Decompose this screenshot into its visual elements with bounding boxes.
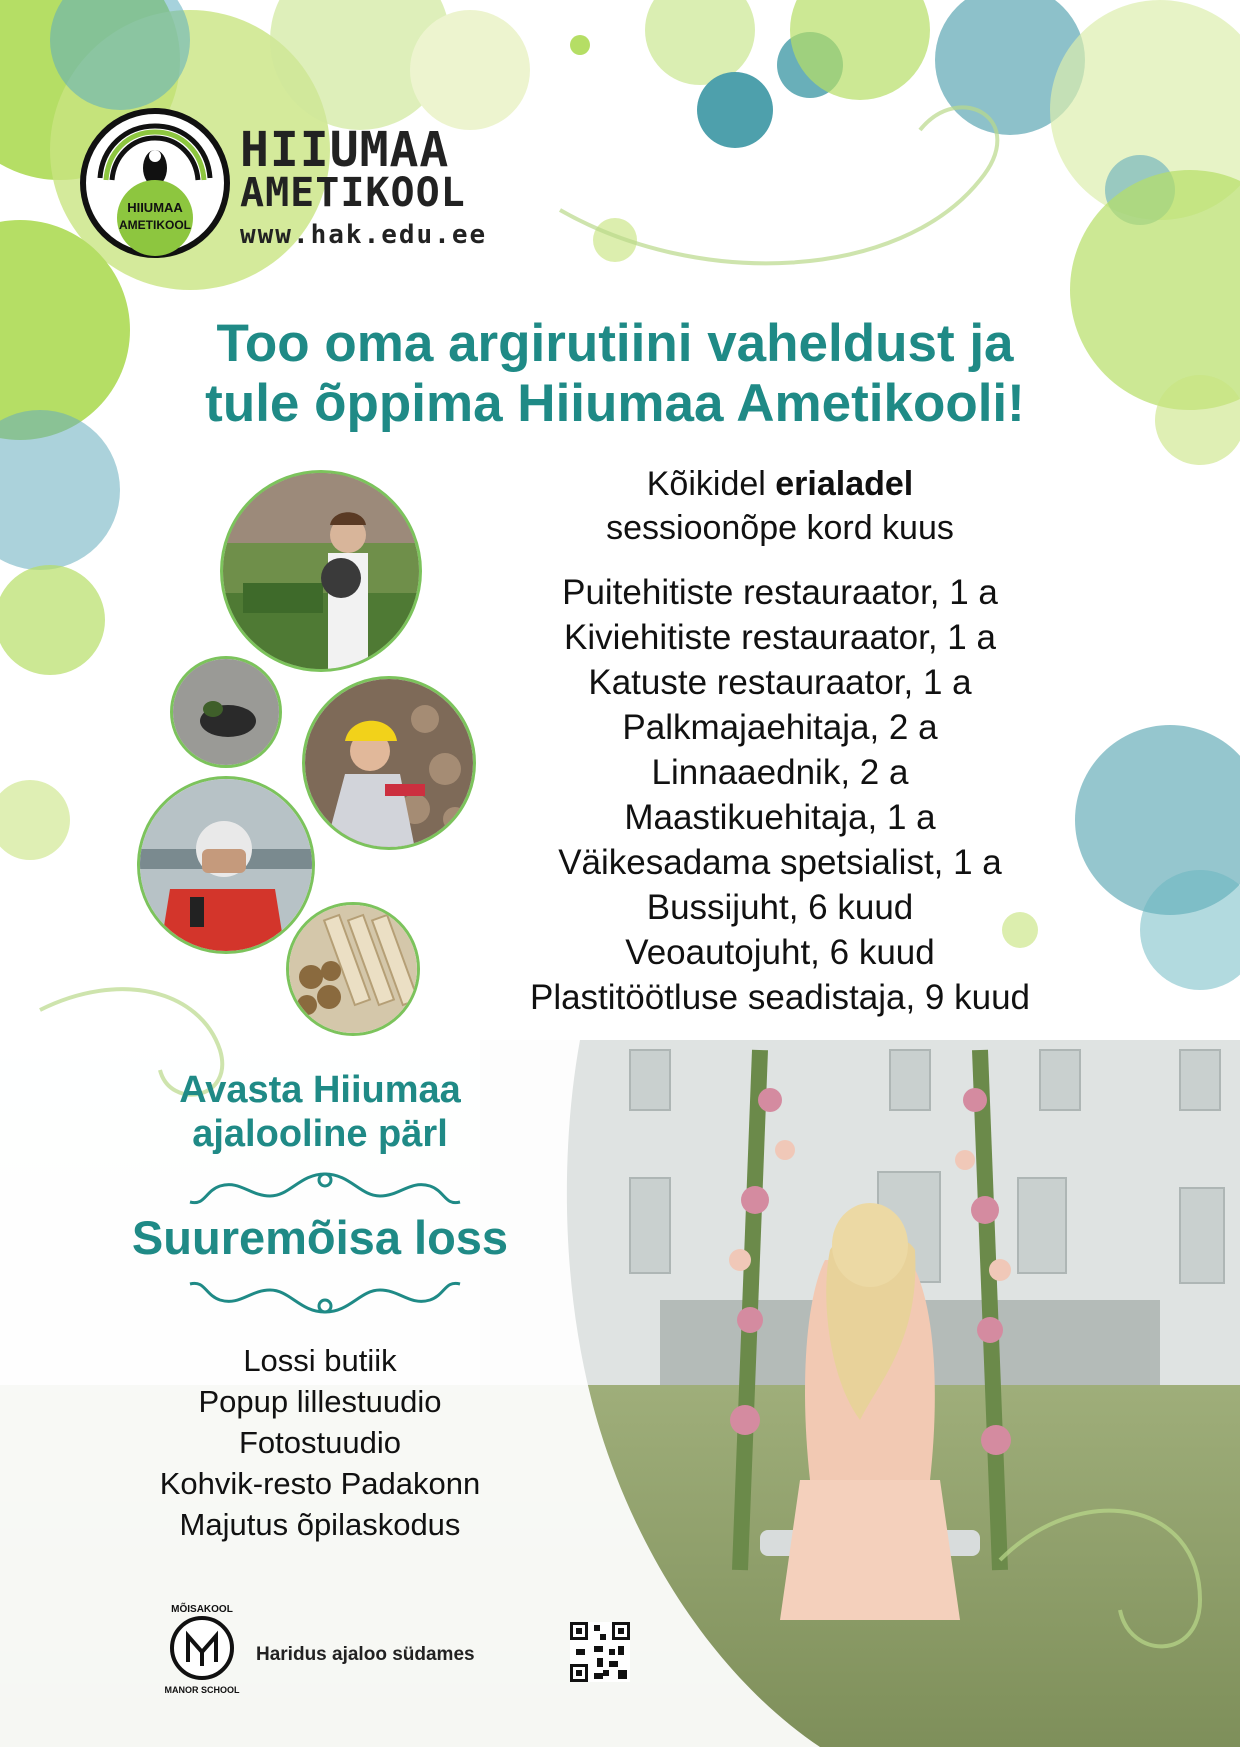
ornament-bottom-icon: [180, 1272, 470, 1320]
school-website-link[interactable]: www.hak.edu.ee: [240, 220, 488, 250]
list-item: Puitehitiste restauraator, 1 a: [562, 573, 998, 612]
qr-code-icon[interactable]: [570, 1622, 630, 1682]
castle-services-list: [100, 1340, 540, 1545]
list-item: Palkmajaehitaja, 2 a: [622, 708, 938, 747]
intro-bold-word: erialadel: [775, 465, 914, 503]
list-item: Kohvik-resto Padakonn: [159, 1466, 481, 1501]
photo-gloves: [170, 656, 282, 768]
photo-garden-student: [220, 470, 422, 672]
list-item: Popup lillestuudio: [198, 1384, 442, 1419]
headline-line1: Too oma argirutiini vaheldust ja: [216, 314, 1014, 373]
headline-line2: tule õppima Hiiumaa Ametikooli!: [205, 374, 1025, 433]
castle-intro-title: [100, 1068, 540, 1156]
list-item: Kiviehitiste restauraator, 1 a: [564, 618, 996, 657]
ornament-top-icon: [180, 1166, 470, 1214]
svg-text:AMETIKOOL: AMETIKOOL: [119, 218, 191, 232]
svg-text:HIIUMAA: HIIUMAA: [127, 200, 183, 215]
list-item: Maastikuehitaja, 1 a: [624, 798, 936, 837]
castle-name: Suuremõisa loss: [131, 1211, 509, 1264]
manor-school-seal-icon: [152, 1598, 252, 1698]
list-item: Katuste restauraator, 1 a: [588, 663, 972, 702]
peacock-emblem-icon: [80, 108, 230, 258]
school-logo[interactable]: [80, 108, 500, 258]
list-item: Plastitöötluse seadistaja, 9 kuud: [529, 978, 1031, 1017]
photo-stone-restoration: [302, 676, 476, 850]
list-item: Väikesadama spetsialist, 1 a: [558, 843, 1002, 882]
castle-intro-line2: ajalooline pärl: [192, 1113, 448, 1155]
list-item: Majutus õpilaskodus: [179, 1507, 461, 1542]
intro-text: [520, 462, 1040, 550]
list-item: Fotostuudio: [239, 1425, 401, 1460]
svg-text:MÕISAKOOL: MÕISAKOOL: [171, 1604, 233, 1615]
program-list: [470, 570, 1090, 1020]
photo-rescue-worker: [137, 776, 315, 954]
castle-intro-line1: Avasta Hiiumaa: [179, 1069, 461, 1111]
headline: [150, 314, 1080, 434]
list-item: Veoautojuht, 6 kuud: [625, 933, 935, 972]
logo-name-line1: HIIUMAA: [240, 122, 450, 178]
logo-name-line2: AMETIKOOL: [240, 170, 466, 216]
tagline: Haridus ajaloo südames: [256, 1644, 475, 1665]
list-item: Lossi butiik: [243, 1343, 397, 1378]
photo-timber-logs: [286, 902, 420, 1036]
list-item: Linnaaednik, 2 a: [651, 753, 909, 792]
intro-line2: sessioonõpe kord kuus: [606, 509, 954, 547]
list-item: Bussijuht, 6 kuud: [646, 888, 914, 927]
intro-prefix: Kõikidel: [646, 465, 776, 503]
svg-text:MANOR SCHOOL: MANOR SCHOOL: [164, 1685, 240, 1695]
